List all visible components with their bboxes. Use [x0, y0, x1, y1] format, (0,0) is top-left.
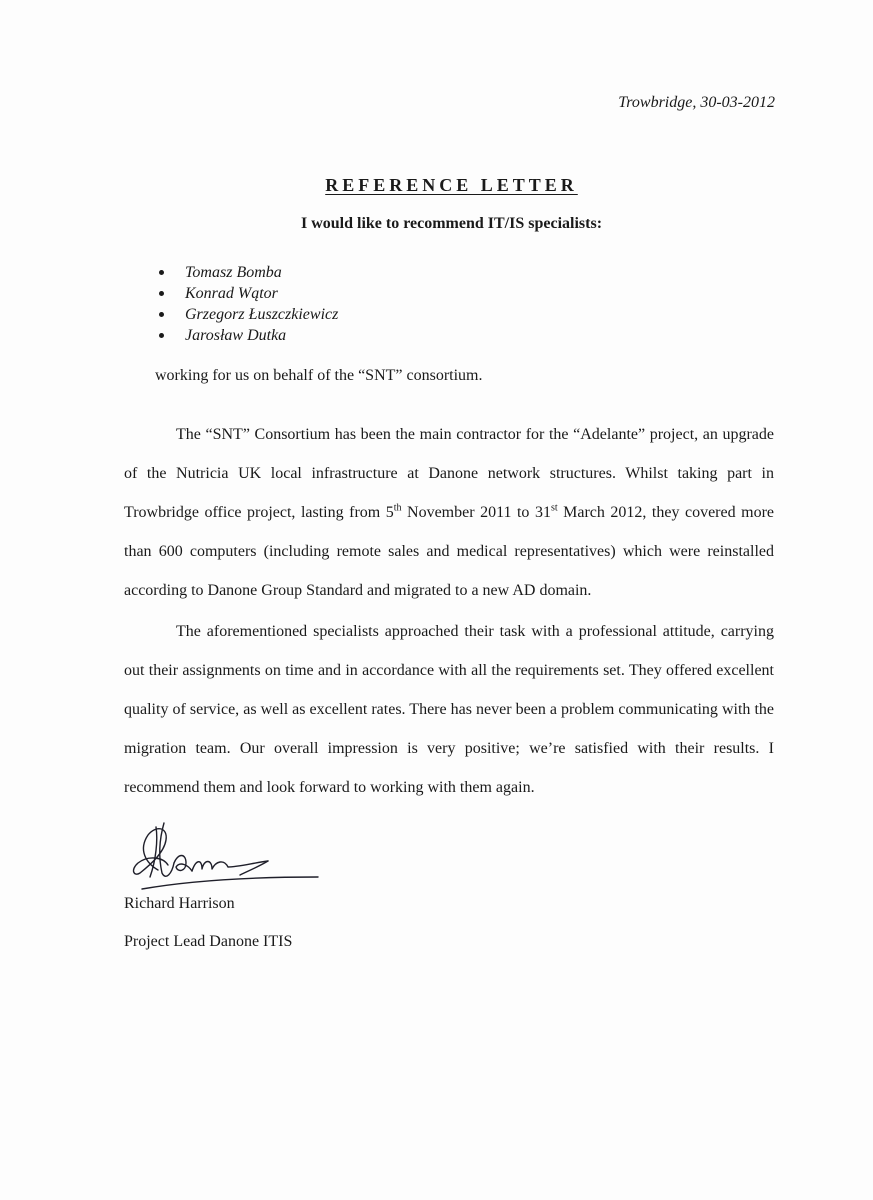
paragraph-assessment: The aforementioned specialists approached their task with a professional attitude, carrying out their assignments on time and in accordance with all the requirements set. They offered excellent quality of service, as well as excellent rates. There has never been a problem communicating with the migration team. Our overall impression is very positive; we’re satisfied with their results. I recommend them and look forward to working with them again. — [124, 623, 774, 796]
letter-date: Trowbridge, 30-03-2012 — [618, 94, 775, 111]
bullet-icon — [159, 312, 164, 317]
paragraph-project-part-b: November 2011 to 31 — [401, 504, 551, 521]
bullet-icon — [159, 291, 164, 296]
letter-title — [0, 175, 873, 196]
signer-role: Project Lead Danone ITIS — [124, 933, 293, 950]
bullet-icon — [159, 270, 164, 275]
list-item — [155, 283, 338, 304]
specialist-name: Grzegorz Łuszczkiewicz — [185, 306, 339, 323]
list-item — [155, 262, 338, 283]
ordinal-suffix: st — [550, 502, 558, 514]
ordinal-suffix: th — [393, 502, 402, 514]
letter-intro: I would like to recommend IT/IS specialists: — [300, 215, 603, 232]
specialist-list — [155, 262, 338, 346]
working-line: working for us on behalf of the “SNT” consortium. — [155, 367, 483, 384]
paragraph-project-part-c: March 2012, they covered more than 600 computers (including remote sales and medical representatives) which were reinstalled according to Danone Group Standard and migrated to a new AD domain. — [124, 504, 774, 599]
signature-image — [128, 815, 328, 900]
paragraph-project-part-a: The “SNT” Consortium has been the main contractor for the “Adelante” project, an upgrade of the Nutricia UK local infrastructure at Danone network structures. Whilst taking part in Trowbridge office project, lasting from 5 — [124, 426, 774, 521]
letter-title-text: REFERENCE LETTER — [325, 175, 578, 195]
specialist-name: Tomasz Bomba — [185, 264, 282, 281]
bullet-icon — [159, 333, 164, 338]
signer-name: Richard Harrison — [124, 895, 235, 912]
paragraph-project — [124, 415, 774, 610]
specialist-name: Jarosław Dutka — [185, 327, 287, 344]
list-item — [155, 304, 338, 325]
specialist-name: Konrad Wątor — [185, 285, 278, 302]
list-item — [155, 325, 338, 346]
